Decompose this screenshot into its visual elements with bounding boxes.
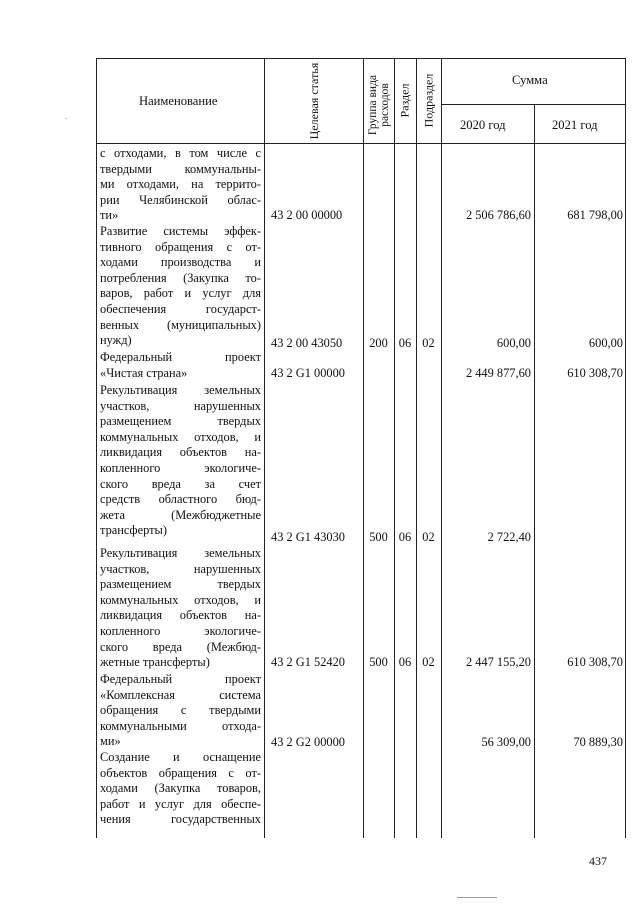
row-name-line: размещением твердых: [100, 577, 261, 592]
header-group: Группа вида расходов: [367, 74, 391, 136]
row-code: 43 2 00 00000: [271, 208, 343, 222]
row-section: 06: [398, 336, 412, 350]
row-code: 43 2 G1 43030: [271, 530, 345, 544]
row-name-line: твердыми коммунальны-: [100, 161, 261, 176]
row-name-line: коммунальных отходов, и: [100, 592, 261, 607]
header-year-2021: 2021 год: [552, 118, 598, 132]
col-border-section: [416, 58, 417, 838]
row-sum-2021: 70 889,30: [573, 735, 623, 749]
header-sum: Сумма: [512, 73, 548, 87]
row-name-line: жетные трансферты): [100, 655, 210, 670]
row-name: [100, 383, 261, 539]
row-sum-2020: 600,00: [496, 336, 531, 350]
row-subsection: 02: [422, 336, 435, 350]
row-sum-2020: 2 722,40: [487, 530, 531, 544]
row-name-line: трансферты): [100, 523, 167, 538]
header-name: Наименование: [139, 94, 218, 108]
header-target: Целевая статья: [307, 62, 321, 140]
row-name: [100, 224, 261, 349]
col-border-name: [264, 58, 265, 838]
row-name-line: Развитие системы эффек-: [100, 224, 261, 238]
row-name-line: Рекультивация земельных: [100, 383, 261, 397]
row-name-line: венных (муниципальных): [100, 317, 261, 332]
row-name-line: варов, работ и услуг для: [100, 286, 261, 301]
header-year-2020: 2020 год: [460, 118, 506, 132]
row-section: 06: [398, 530, 412, 544]
col-border-right: [625, 58, 626, 838]
row-name-line: копленного экологиче-: [100, 460, 261, 475]
row-name: [100, 672, 261, 750]
row-sum-2020: 2 449 877,60: [465, 366, 531, 380]
row-subsection: 02: [422, 655, 435, 669]
row-name: [100, 546, 261, 671]
row-group: 500: [369, 655, 388, 669]
row-group: 500: [369, 530, 388, 544]
row-name-line: Федеральный проект: [100, 672, 261, 686]
row-name-line: ликвидация объектов на-: [100, 445, 261, 460]
row-sum-2021: 681 798,00: [567, 208, 623, 222]
row-name-line: участков, нарушенных: [100, 561, 261, 576]
row-name-line: с отходами, в том числе с: [100, 146, 261, 160]
row-name-line: потребления (Закупка то-: [100, 270, 261, 285]
row-name-line: «Чистая страна»: [100, 365, 188, 380]
scan-speck: [457, 897, 497, 898]
header-bottom-border: [96, 143, 626, 144]
row-code: 43 2 00 43050: [271, 336, 343, 350]
header-section: Раздел: [397, 83, 412, 118]
row-name-line: обеспечения государст-: [100, 301, 261, 316]
row-name-line: ходами (Закупка товаров,: [100, 781, 261, 796]
row-name-line: Создание и оснащение: [100, 750, 261, 764]
row-sum-2020: 56 309,00: [481, 735, 531, 749]
header-subsection: Подраздел: [421, 73, 436, 128]
col-border-target: [363, 58, 364, 838]
row-name: [100, 750, 261, 828]
col-border-subsection: [441, 58, 442, 838]
row-name-line: тивного обращения с от-: [100, 239, 261, 254]
page-number: 437: [589, 854, 607, 868]
row-name-line: обращения с твердыми: [100, 703, 261, 718]
row-name-line: ходами производства и: [100, 255, 261, 270]
row-name-line: ликвидация объектов на-: [100, 608, 261, 623]
row-name-line: ского вреда (Межбюд-: [100, 639, 261, 654]
row-name-line: «Комплексная система: [100, 687, 261, 702]
row-name-line: коммунальных отходов, и: [100, 429, 261, 444]
row-name-line: ского вреда за счет: [100, 476, 261, 491]
row-sum-2021: 610 308,70: [567, 366, 623, 380]
row-name-line: размещением твердых: [100, 414, 261, 429]
row-section: 06: [398, 655, 412, 669]
row-name-line: ми отходами, на террито-: [100, 177, 261, 192]
col-border-left: [96, 58, 97, 838]
row-name-line: жета (Межбюджетные: [100, 507, 261, 522]
row-subsection: 02: [422, 530, 435, 544]
row-sum-2021: 600,00: [588, 336, 623, 350]
row-name: [100, 350, 261, 381]
row-name-line: Федеральный проект: [100, 350, 261, 364]
row-name-line: ти»: [100, 208, 119, 223]
row-code: 43 2 G1 52420: [271, 655, 345, 669]
row-name-line: чения государственных: [100, 812, 261, 827]
row-name-line: участков, нарушенных: [100, 398, 261, 413]
row-name-line: рии Челябинской облас-: [100, 192, 261, 207]
row-name-line: копленного экологиче-: [100, 623, 261, 638]
row-group: 200: [369, 336, 388, 350]
row-name: [100, 146, 261, 224]
row-code: 43 2 G1 00000: [271, 366, 345, 380]
row-name-line: нужд): [100, 333, 132, 348]
row-name-line: средств областного бюд-: [100, 492, 261, 507]
row-name-line: объектов обращения с от-: [100, 765, 261, 780]
col-border-group: [394, 58, 395, 838]
row-name-line: Рекультивация земельных: [100, 546, 261, 560]
scan-speck: [66, 118, 67, 119]
row-sum-2020: 2 447 155,20: [465, 655, 531, 669]
row-name-line: ми»: [100, 734, 121, 749]
row-name-line: коммунальными отхода-: [100, 718, 261, 733]
row-code: 43 2 G2 00000: [271, 735, 345, 749]
table-top-border: [96, 58, 626, 59]
row-sum-2020: 2 506 786,60: [465, 208, 531, 222]
row-sum-2021: 610 308,70: [567, 655, 623, 669]
row-name-line: работ и услуг для обеспе-: [100, 796, 261, 811]
